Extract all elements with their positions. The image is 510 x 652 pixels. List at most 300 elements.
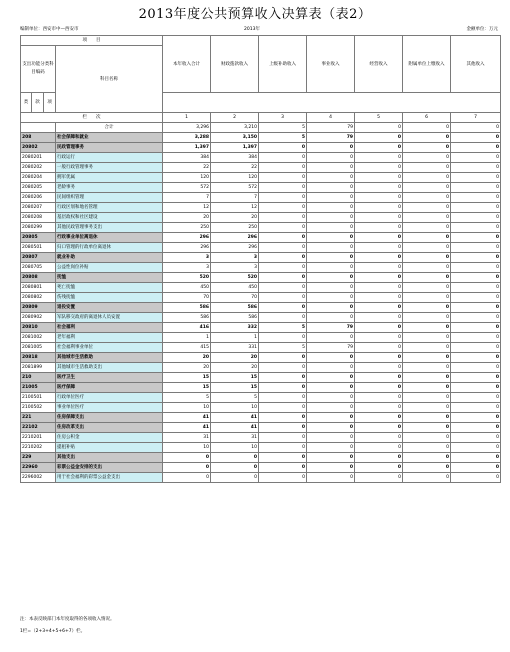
item-header: 项 目 [21,36,163,46]
row-value: 0 [403,193,451,203]
row-code: 2080705 [21,263,56,273]
row-code: 2080201 [21,153,56,163]
total-value: 5 [259,123,307,133]
row-name: 行政单位医疗 [56,393,163,403]
row-value: 0 [307,213,355,223]
row-value: 1,397 [163,143,211,153]
row-value: 586 [211,303,259,313]
table-row [21,203,501,213]
row-value: 0 [451,343,501,353]
row-value: 0 [403,373,451,383]
row-value: 0 [403,353,451,363]
row-value: 0 [355,303,403,313]
table-row [21,343,501,353]
row-value: 384 [163,153,211,163]
row-name: 退役安置 [56,303,163,313]
row-value: 3 [163,253,211,263]
row-value: 5 [163,393,211,403]
row-name: 老年福利 [56,333,163,343]
row-value: 0 [259,283,307,293]
table-row [21,373,501,383]
total-value: 3,210 [211,123,259,133]
row-name: 老龄事务 [56,183,163,193]
row-value: 0 [259,233,307,243]
column-header: 其他收入 [451,36,501,93]
row-value: 0 [403,363,451,373]
row-code: 2210201 [21,433,56,443]
row-value: 0 [403,243,451,253]
row-value: 0 [211,473,259,483]
row-name: 死亡抚恤 [56,283,163,293]
total-label: 合计 [56,123,163,133]
row-value: 3 [211,253,259,263]
column-header: 财政拨款收入 [211,36,259,93]
row-value: 0 [403,443,451,453]
total-value: 0 [355,123,403,133]
row-value: 0 [451,443,501,453]
row-code: 2080501 [21,243,56,253]
row-value: 0 [451,193,501,203]
row-value: 1 [163,333,211,343]
row-value: 0 [403,213,451,223]
header-spacer [163,93,501,113]
row-value: 0 [451,403,501,413]
table-row [21,393,501,403]
row-value: 0 [307,463,355,473]
year-label: 2013年 [244,27,260,32]
row-value: 20 [211,353,259,363]
row-value: 0 [403,403,451,413]
total-value: 0 [403,123,451,133]
row-name: 抚恤 [56,273,163,283]
row-value: 0 [403,433,451,443]
table-row [21,473,501,483]
column-header: 经营收入 [355,36,403,93]
row-value: 0 [451,333,501,343]
row-value: 0 [355,153,403,163]
column-number: 7 [451,113,501,123]
row-code: 221 [21,413,56,423]
row-name: 其他城市生活救助 [56,353,163,363]
table-row [21,223,501,233]
row-value: 0 [355,173,403,183]
row-value: 0 [355,253,403,263]
row-value: 572 [163,183,211,193]
row-value: 0 [355,143,403,153]
footnote: 1栏=（2+3+4+5+6+7）栏。 [20,629,86,634]
table-row [21,383,501,393]
row-code: 20805 [21,233,56,243]
row-value: 7 [163,193,211,203]
row-value: 0 [259,263,307,273]
table-row [21,153,501,163]
row-value: 0 [355,433,403,443]
row-value: 0 [259,273,307,283]
row-value: 0 [451,253,501,263]
table-row [21,243,501,253]
row-value: 0 [259,333,307,343]
column-header: 事业收入 [307,36,355,93]
row-value: 70 [211,293,259,303]
row-value: 0 [259,413,307,423]
row-value: 0 [259,153,307,163]
row-value: 0 [259,423,307,433]
row-name: 社会福利 [56,323,163,333]
row-value: 296 [163,243,211,253]
table-row [21,303,501,313]
row-value: 0 [307,333,355,343]
row-value: 0 [163,453,211,463]
row-name: 彩票公益金安排的支出 [56,463,163,473]
row-name: 一般行政管理事务 [56,163,163,173]
revenue-table [20,35,501,483]
row-code: 2100502 [21,403,56,413]
row-code: 2081899 [21,363,56,373]
row-code: 2081005 [21,343,56,353]
row-value: 0 [355,473,403,483]
column-number: 2 [211,113,259,123]
row-value: 79 [307,343,355,353]
row-value: 0 [307,413,355,423]
total-value: 3,296 [163,123,211,133]
row-value: 0 [403,313,451,323]
row-name: 医疗保障 [56,383,163,393]
row-value: 0 [259,353,307,363]
row-value: 0 [403,173,451,183]
row-value: 331 [211,343,259,353]
row-name: 拥军优属 [56,173,163,183]
column-number: 5 [355,113,403,123]
row-value: 41 [163,423,211,433]
xiang-header: 项 [44,93,56,113]
row-value: 0 [451,233,501,243]
row-value: 0 [307,253,355,263]
row-value: 0 [451,453,501,463]
row-name: 民间组织管理 [56,193,163,203]
total-code-cell [21,123,56,133]
row-value: 0 [307,433,355,443]
table-row [21,413,501,423]
row-name: 提租补贴 [56,443,163,453]
row-value: 0 [355,133,403,143]
row-value: 15 [163,383,211,393]
row-value: 0 [307,353,355,363]
table-row [21,443,501,453]
row-value: 0 [355,223,403,233]
row-value: 0 [355,263,403,273]
row-value: 0 [451,213,501,223]
row-code: 20802 [21,143,56,153]
row-code: 20818 [21,353,56,363]
row-value: 0 [355,403,403,413]
row-value: 0 [403,163,451,173]
row-value: 0 [307,293,355,303]
row-value: 0 [259,433,307,443]
row-value: 0 [307,243,355,253]
row-value: 0 [451,373,501,383]
row-code: 2080207 [21,203,56,213]
row-value: 0 [451,243,501,253]
row-value: 20 [163,213,211,223]
row-value: 10 [163,443,211,453]
row-value: 0 [355,293,403,303]
row-value: 0 [259,213,307,223]
row-value: 0 [259,393,307,403]
row-value: 0 [307,443,355,453]
table-row [21,173,501,183]
table-row [21,193,501,203]
row-value: 0 [259,443,307,453]
row-value: 0 [307,193,355,203]
row-value: 0 [355,203,403,213]
row-value: 20 [211,363,259,373]
table-row [21,283,501,293]
row-name: 行政区划和地名管理 [56,203,163,213]
row-value: 0 [355,243,403,253]
row-value: 0 [355,273,403,283]
row-value: 0 [307,393,355,403]
table-row [21,273,501,283]
row-value: 1,397 [211,143,259,153]
row-value: 0 [259,243,307,253]
row-value: 0 [259,183,307,193]
row-value: 296 [211,233,259,243]
row-value: 5 [259,343,307,353]
row-value: 0 [259,453,307,463]
row-value: 0 [403,233,451,243]
row-code: 2081002 [21,333,56,343]
row-value: 0 [355,383,403,393]
table-row [21,353,501,363]
row-code: 2100501 [21,393,56,403]
row-name: 医疗卫生 [56,373,163,383]
row-name: 事业单位医疗 [56,403,163,413]
row-value: 20 [163,363,211,373]
row-value: 415 [163,343,211,353]
row-value: 5 [211,393,259,403]
row-value: 0 [403,223,451,233]
row-value: 0 [355,443,403,453]
row-value: 0 [451,163,501,173]
row-code: 210 [21,373,56,383]
row-value: 0 [451,313,501,323]
row-value: 0 [355,233,403,243]
row-value: 0 [259,143,307,153]
row-value: 296 [163,233,211,243]
table-row [21,293,501,303]
row-value: 0 [259,383,307,393]
row-value: 0 [259,313,307,323]
row-name: 住房公积金 [56,433,163,443]
row-value: 0 [307,173,355,183]
row-value: 0 [403,413,451,423]
row-name: 住房保障支出 [56,413,163,423]
row-value: 0 [403,473,451,483]
row-value: 79 [307,323,355,333]
row-value: 0 [307,143,355,153]
row-value: 0 [451,293,501,303]
row-value: 520 [211,273,259,283]
row-value: 0 [403,183,451,193]
row-value: 0 [403,143,451,153]
row-value: 120 [163,173,211,183]
row-value: 0 [403,293,451,303]
row-value: 0 [211,453,259,463]
column-header: 附属单位上缴收入 [403,36,451,93]
row-value: 520 [163,273,211,283]
row-value: 0 [355,423,403,433]
row-value: 3 [211,263,259,273]
row-value: 15 [163,373,211,383]
row-value: 0 [307,303,355,313]
row-value: 0 [307,473,355,483]
report-title: 2013年度公共预算收入决算表（表2） [138,7,372,22]
row-value: 0 [403,323,451,333]
row-value: 450 [163,283,211,293]
lei-header: 类 [21,93,32,113]
row-value: 0 [163,463,211,473]
row-value: 250 [211,223,259,233]
row-value: 0 [403,203,451,213]
row-value: 0 [355,413,403,423]
row-value: 3,288 [163,133,211,143]
row-value: 0 [403,393,451,403]
row-name: 就业补助 [56,253,163,263]
row-value: 0 [259,303,307,313]
row-name: 用于社会福利的彩票公益金支出 [56,473,163,483]
row-code: 2080299 [21,223,56,233]
row-value: 0 [403,263,451,273]
row-value: 0 [451,143,501,153]
row-value: 1 [211,333,259,343]
row-value: 12 [211,203,259,213]
row-value: 0 [451,263,501,273]
row-value: 15 [211,373,259,383]
row-value: 586 [163,313,211,323]
row-value: 0 [403,253,451,263]
row-value: 0 [307,163,355,173]
row-name: 基层政权和社区建设 [56,213,163,223]
row-name: 社会福利事业单位 [56,343,163,353]
row-code: 2080801 [21,283,56,293]
row-value: 450 [211,283,259,293]
row-value: 10 [211,403,259,413]
row-value: 572 [211,183,259,193]
row-value: 0 [307,263,355,273]
row-value: 0 [355,323,403,333]
row-value: 0 [307,383,355,393]
row-value: 3 [163,263,211,273]
column-header: 上级补助收入 [259,36,307,93]
row-value: 0 [259,173,307,183]
table-row [21,213,501,223]
row-code: 2080208 [21,213,56,223]
row-value: 0 [403,463,451,473]
row-value: 0 [211,463,259,473]
table-row [21,453,501,463]
name-header: 科目名称 [56,46,163,113]
total-value: 0 [451,123,501,133]
row-code: 2080802 [21,293,56,303]
row-value: 0 [403,383,451,393]
row-value: 10 [211,443,259,453]
row-value: 0 [355,183,403,193]
row-value: 0 [451,363,501,373]
row-value: 416 [163,323,211,333]
row-value: 0 [451,423,501,433]
column-number-label: 栏 次 [21,113,163,123]
row-value: 0 [355,373,403,383]
row-value: 0 [451,283,501,293]
row-value: 0 [307,453,355,463]
row-code: 2080205 [21,183,56,193]
row-value: 10 [163,403,211,413]
row-value: 41 [211,413,259,423]
row-value: 332 [211,323,259,333]
row-value: 3,150 [211,133,259,143]
row-name: 民政管理事务 [56,143,163,153]
org-label: 编制单位：西安市中—西安市 [20,27,79,32]
row-code: 22102 [21,423,56,433]
table-row [21,253,501,263]
row-value: 0 [451,383,501,393]
row-value: 0 [355,333,403,343]
row-value: 0 [307,373,355,383]
row-value: 5 [259,133,307,143]
row-value: 7 [211,193,259,203]
row-value: 0 [451,273,501,283]
row-value: 120 [211,173,259,183]
row-value: 0 [403,273,451,283]
row-value: 0 [259,193,307,203]
row-value: 0 [163,473,211,483]
row-name: 社会保障和就业 [56,133,163,143]
row-value: 70 [163,293,211,303]
row-value: 0 [451,433,501,443]
row-code: 229 [21,453,56,463]
row-value: 0 [403,303,451,313]
row-value: 0 [259,403,307,413]
row-value: 0 [355,363,403,373]
table-row [21,163,501,173]
row-value: 0 [451,153,501,163]
row-name: 住房改革支出 [56,423,163,433]
row-value: 0 [307,313,355,323]
row-value: 0 [259,293,307,303]
row-value: 0 [259,473,307,483]
row-value: 0 [403,423,451,433]
table-row [21,363,501,373]
code-header: 支出功能分类科目编码 [21,46,56,93]
row-value: 0 [355,453,403,463]
row-code: 2296002 [21,473,56,483]
row-value: 0 [307,233,355,243]
row-value: 0 [259,463,307,473]
row-name: 军队移交政府的离退休人员安置 [56,313,163,323]
row-value: 0 [355,193,403,203]
row-value: 0 [307,273,355,283]
row-code: 2080902 [21,313,56,323]
row-code: 20808 [21,273,56,283]
footnote: 注：本表反映部门本年度取得的各项收入情况。 [20,617,115,622]
row-value: 0 [451,203,501,213]
row-value: 0 [451,133,501,143]
table-row [21,433,501,443]
row-name: 其他民政管理事务支出 [56,223,163,233]
row-value: 41 [211,423,259,433]
table-row [21,143,501,153]
row-value: 31 [211,433,259,443]
